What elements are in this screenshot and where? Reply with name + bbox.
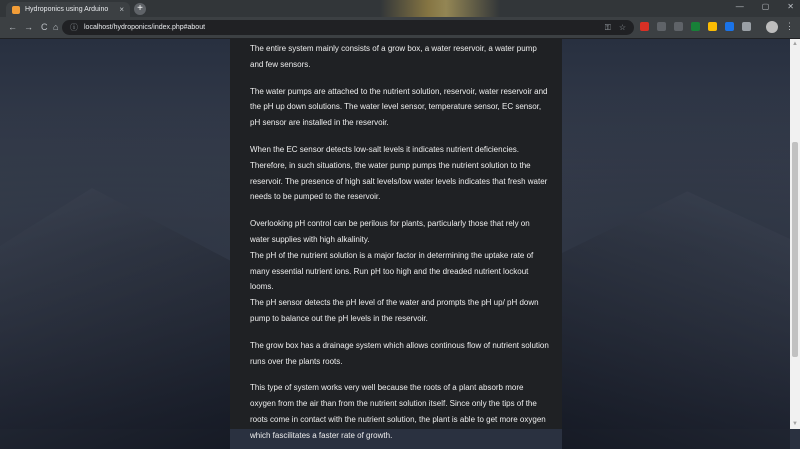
forward-button[interactable]: → xyxy=(24,22,33,32)
tab-strip xyxy=(0,0,800,17)
paragraph: The grow box has a drainage system which allows continous flow of nutrient solution runs over the plants roots. xyxy=(250,340,549,366)
about-section xyxy=(230,39,562,440)
page-viewport xyxy=(0,39,790,440)
vertical-scrollbar[interactable] xyxy=(790,39,800,429)
key-icon[interactable]: ⚿ xyxy=(604,22,611,32)
extension-icon[interactable] xyxy=(742,22,751,31)
extension-icon[interactable] xyxy=(674,22,683,31)
back-button[interactable]: ← xyxy=(8,22,17,32)
url-text[interactable]: localhost/hydroponics/index.php#about xyxy=(84,24,206,31)
background-mountain-left xyxy=(0,159,230,449)
extension-icon[interactable] xyxy=(691,22,700,31)
home-button[interactable]: ⌂ xyxy=(53,22,59,32)
extension-icon[interactable] xyxy=(725,22,734,31)
minimize-button[interactable]: — xyxy=(735,2,744,11)
favicon-icon xyxy=(12,6,20,14)
address-bar[interactable] xyxy=(62,20,634,35)
window-controls xyxy=(736,2,794,11)
close-window-button[interactable]: ✕ xyxy=(787,2,794,11)
tab-strip-decoration xyxy=(380,0,500,18)
paragraph: The entire system mainly consists of a grow box, a water reservoir, a water pump and few sensors. xyxy=(250,44,537,69)
paragraph: The water pumps are attached to the nutrient solution, reservoir, water reservoir and the pH up down solutions. The water level sensor, temperature sensor, EC sensor, pH sensor are installed in the reservoir. xyxy=(250,86,548,128)
new-tab-button[interactable]: + xyxy=(134,3,146,15)
tab-title: Hydroponics using Arduino xyxy=(25,6,109,13)
background-mountain-right xyxy=(562,169,790,449)
paragraph: Overlooking pH control can be perilous for plants, particularly those that rely on water supplies with high alkalinity. The pH of the nutrient solution is a major factor in determining the uptake rate of many essential nutrient ions. Run pH too high and the dreaded nutrient lockout looms. The pH sensor detects the pH level of the water and prompts the pH up/ pH down pump to balance out the pH levels in the reservoir. xyxy=(250,219,539,323)
extension-icon[interactable] xyxy=(708,22,717,31)
reload-button[interactable]: C xyxy=(41,22,48,32)
extension-icon[interactable] xyxy=(640,22,649,31)
close-tab-icon[interactable]: × xyxy=(119,5,124,14)
browser-toolbar xyxy=(0,17,800,39)
profile-avatar[interactable] xyxy=(766,21,778,33)
paragraph: When the EC sensor detects low-salt levels it indicates nutrient deficiencies. Therefore, in such situations, the water pump pumps the nutrient solution to the reservoir. The presence of high salt levels/low water levels indicates that fresh water needs to be pumped to the reservoir. xyxy=(250,144,548,202)
star-icon[interactable]: ☆ xyxy=(618,23,626,32)
scroll-down-arrow-icon[interactable]: ▼ xyxy=(792,421,798,427)
scrollbar-thumb[interactable] xyxy=(792,142,798,357)
browser-tab[interactable] xyxy=(6,2,130,17)
maximize-button[interactable]: ▢ xyxy=(761,2,770,11)
scroll-up-arrow-icon[interactable]: ▲ xyxy=(792,41,798,47)
info-icon[interactable]: ⓘ xyxy=(70,23,78,32)
extension-icon[interactable] xyxy=(657,22,666,31)
menu-icon[interactable]: ⋮ xyxy=(785,21,794,31)
paragraph: This type of system works very well because the roots of a plant absorb more oxygen from the air than from the nutrient solution itself. Since only the tips of the roots come in contact with the nutrient solution, the plant is able to get more oxygen which fascilitates a faster rate of growth. xyxy=(250,383,546,440)
extensions xyxy=(640,22,751,31)
